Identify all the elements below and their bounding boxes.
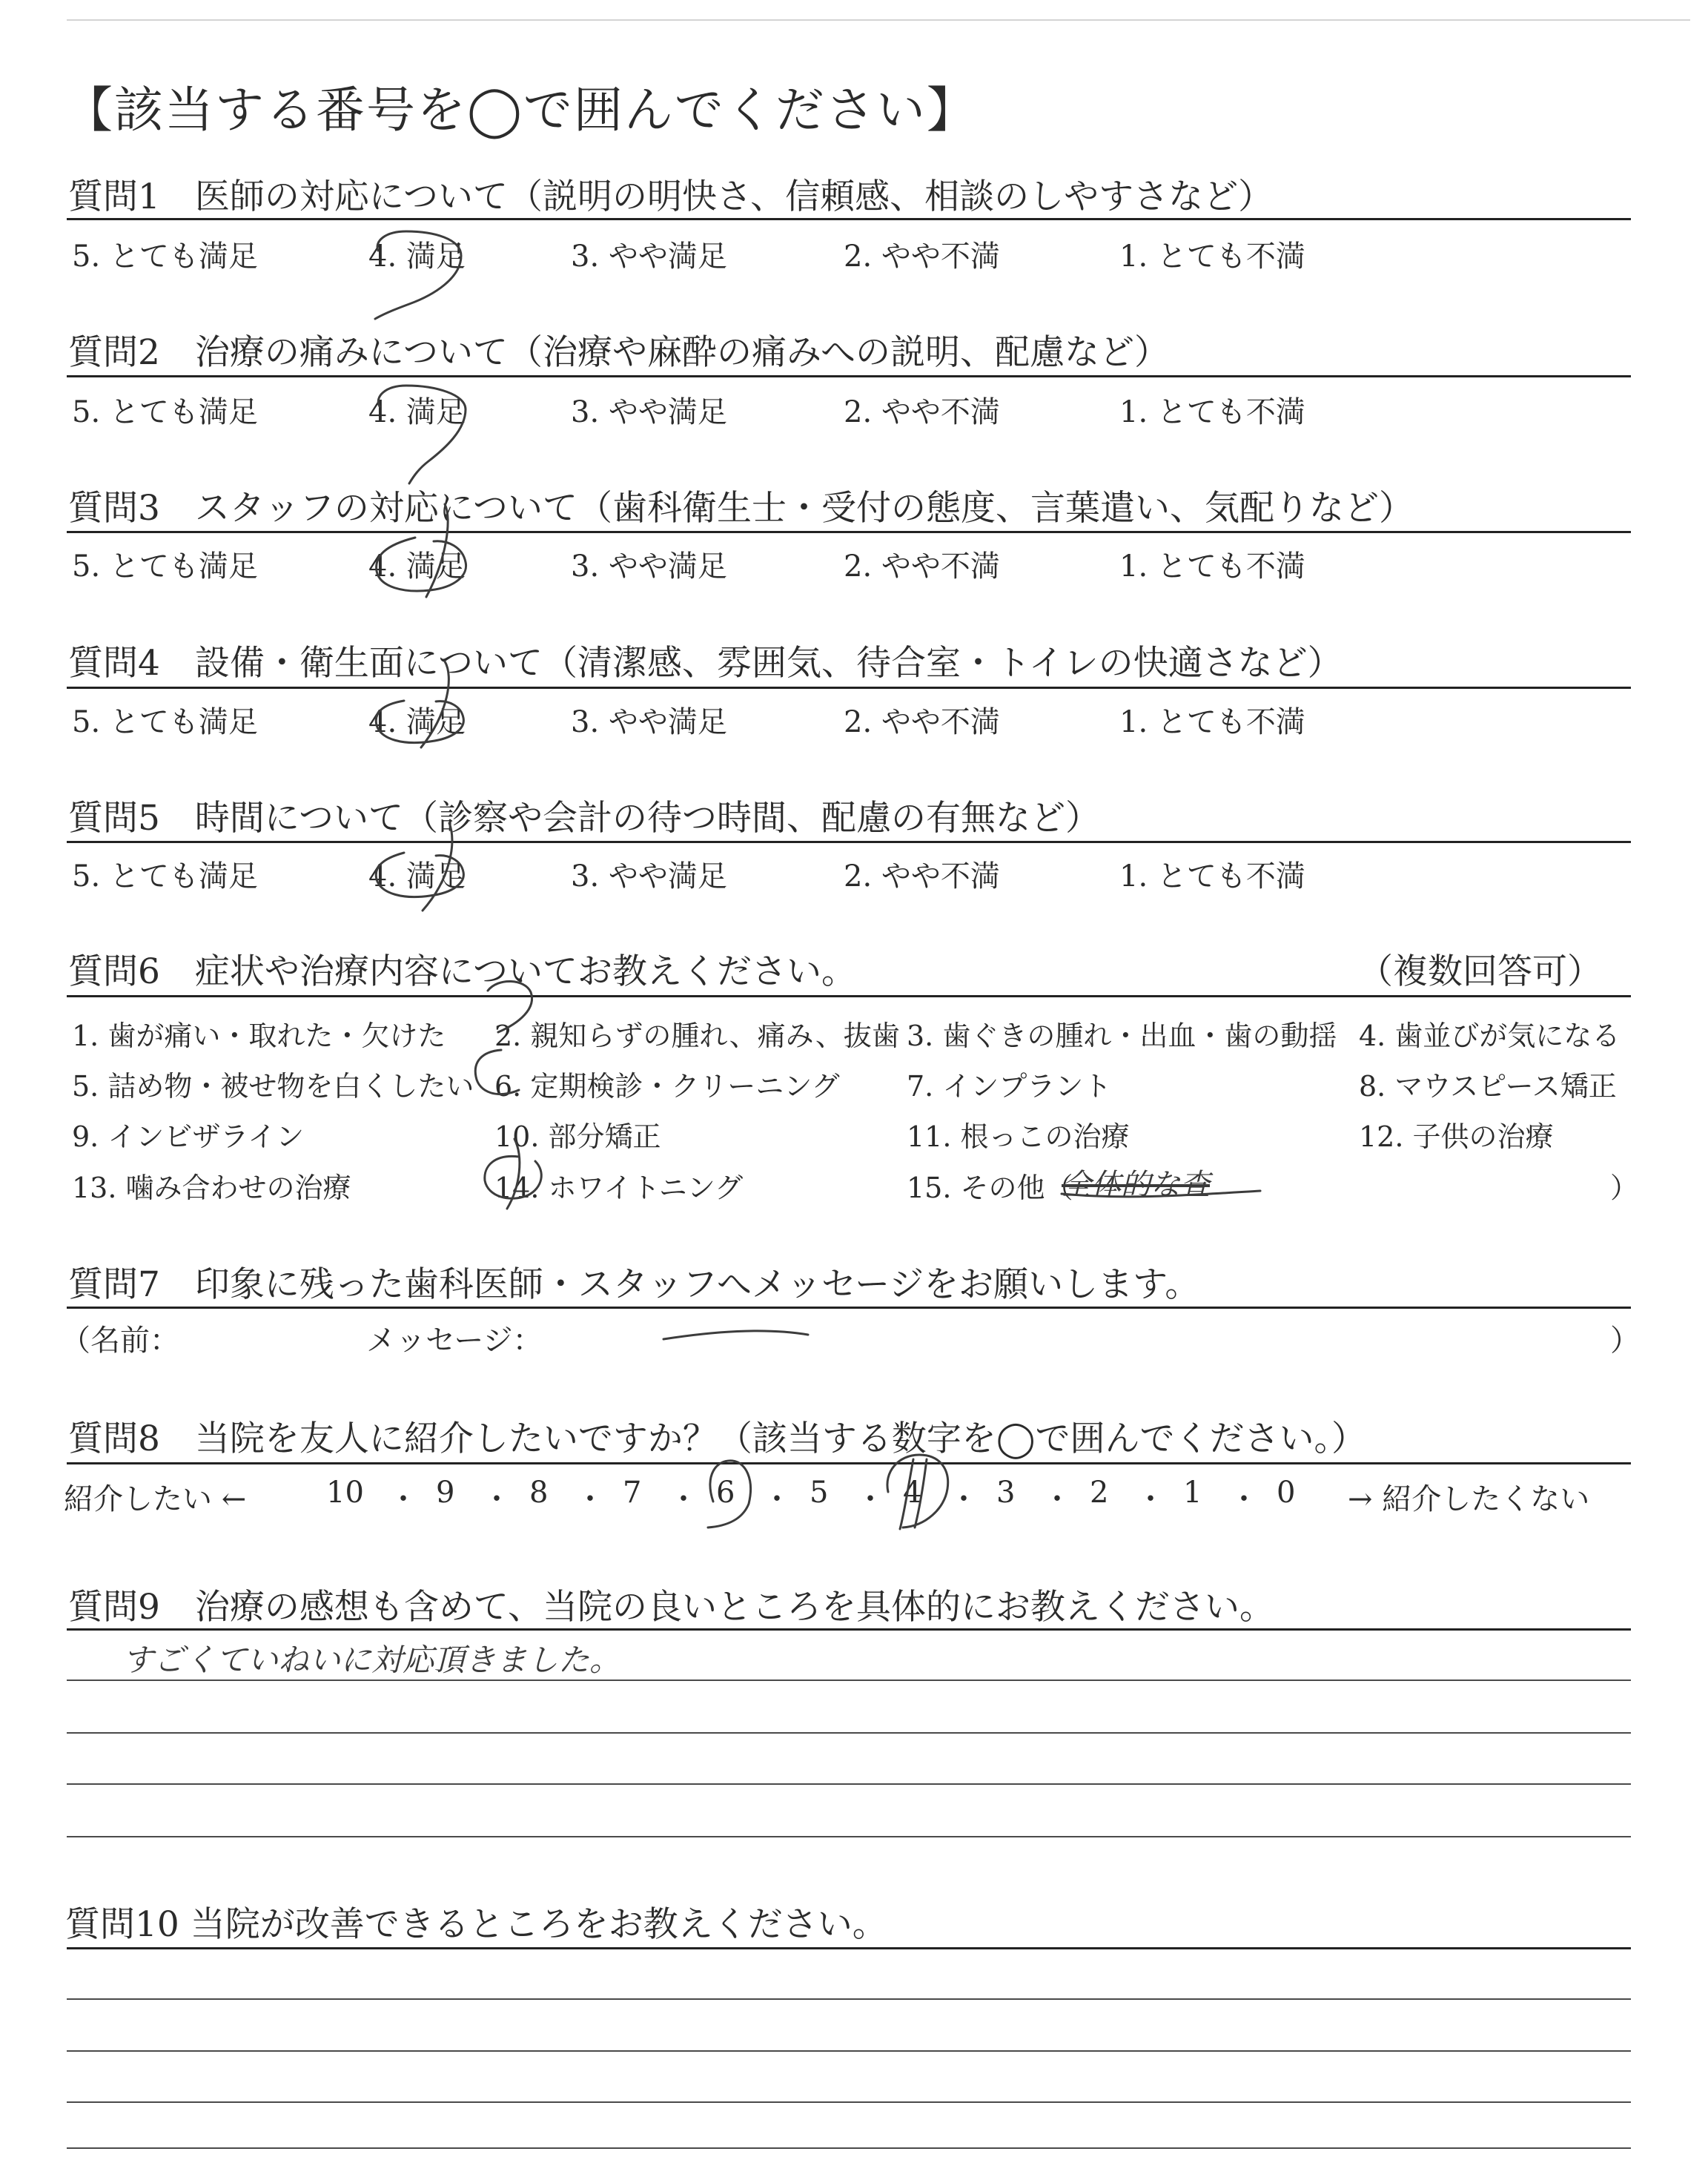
- q8-score-10[interactable]: 10: [326, 1476, 364, 1510]
- q7-message-label: メッセージ：: [366, 1324, 543, 1358]
- q8-dot: ・: [482, 1482, 512, 1516]
- q6-item-6[interactable]: 6. 定期検診・クリーニング: [494, 1070, 840, 1103]
- q6-title: 質問6 症状や治療内容についてお教えください。: [68, 951, 856, 992]
- q10-rule: [67, 1947, 1631, 1949]
- q8-score-1[interactable]: 1: [1183, 1476, 1202, 1510]
- q3-title: 質問3 スタッフの対応について（歯科衛生士・受付の態度、言葉遣い、気配りなど）: [68, 488, 1414, 529]
- q9-handwritten-answer: すごくていねいに対応頂きました。: [122, 1642, 621, 1678]
- q8-score-2[interactable]: 2: [1090, 1476, 1109, 1510]
- q8-dot: ・: [575, 1482, 605, 1516]
- q8-score-8[interactable]: 8: [529, 1476, 549, 1510]
- q8-dot: ・: [762, 1482, 792, 1516]
- q8-dot: ・: [949, 1482, 979, 1516]
- q4-title: 質問4 設備・衛生面について（清潔感、雰囲気、待合室・トイレの快適さなど）: [68, 643, 1343, 684]
- q5-rule: [67, 841, 1631, 843]
- q9-writing-line: [67, 1680, 1631, 1681]
- top-border: [67, 19, 1690, 21]
- q2-option-5[interactable]: 5. とても満足: [72, 395, 258, 429]
- q3-option-4[interactable]: 4. 満足: [368, 549, 466, 584]
- q10-writing-line: [67, 2050, 1631, 2052]
- q6-item-11[interactable]: 11. 根っこの治療: [907, 1120, 1130, 1153]
- q8-score-6[interactable]: 6: [716, 1476, 735, 1510]
- q7-name-label: （名前：: [61, 1324, 179, 1358]
- q4-option-1[interactable]: 1. とても不満: [1119, 705, 1305, 739]
- q9-rule: [67, 1628, 1631, 1631]
- q6-other-close-paren: ）: [1610, 1172, 1639, 1204]
- q6-item-1[interactable]: 1. 歯が痛い・取れた・欠けた: [72, 1020, 446, 1052]
- q8-dot: ・: [855, 1482, 885, 1516]
- q5-option-5[interactable]: 5. とても満足: [72, 859, 258, 894]
- q2-option-2[interactable]: 2. やや不満: [844, 395, 1000, 429]
- q2-rule: [67, 375, 1631, 377]
- q6-item-7[interactable]: 7. インプラント: [907, 1070, 1112, 1103]
- q10-writing-line: [67, 1998, 1631, 2000]
- q5-option-4[interactable]: 4. 満足: [368, 859, 466, 894]
- q8-rule: [67, 1462, 1631, 1464]
- q8-title: 質問8 当院を友人に紹介したいですか？（該当する数字を◯で囲んでください。）: [68, 1418, 1367, 1459]
- q5-title: 質問5 時間について（診察や会計の待つ時間、配慮の有無など）: [68, 798, 1100, 839]
- q9-title: 質問9 治療の感想も含めて、当院の良いところを具体的にお教えください。: [68, 1587, 1274, 1628]
- q6-item-10[interactable]: 10. 部分矯正: [494, 1120, 661, 1153]
- q1-option-3[interactable]: 3. やや満足: [571, 240, 727, 274]
- q1-rule: [67, 218, 1631, 220]
- q8-right-label: → 紹介したくない: [1348, 1482, 1590, 1516]
- q3-option-2[interactable]: 2. やや不満: [844, 549, 1000, 584]
- q1-option-5[interactable]: 5. とても満足: [72, 240, 258, 274]
- q2-option-4[interactable]: 4. 満足: [368, 395, 466, 429]
- q9-writing-line: [67, 1836, 1631, 1837]
- q7-title: 質問7 印象に残った歯科医師・スタッフへメッセージをお願いします。: [68, 1264, 1200, 1305]
- q6-other-handwriting: 全体的な査: [1062, 1168, 1210, 1202]
- q7-message-stroke: [663, 1331, 808, 1339]
- q8-score-0[interactable]: 0: [1277, 1476, 1296, 1510]
- q8-dot: ・: [669, 1482, 698, 1516]
- q6-item-15[interactable]: 15. その他（: [907, 1172, 1073, 1204]
- q3-option-1[interactable]: 1. とても不満: [1119, 549, 1305, 584]
- q8-score-9[interactable]: 9: [436, 1476, 455, 1510]
- q8-score-7[interactable]: 7: [623, 1476, 642, 1510]
- q10-writing-line: [67, 2147, 1631, 2149]
- q9-writing-line: [67, 1783, 1631, 1785]
- q8-dot: ・: [388, 1482, 418, 1516]
- q6-item-5[interactable]: 5. 詰め物・被せ物を白くしたい: [72, 1070, 474, 1103]
- q9-writing-line: [67, 1732, 1631, 1734]
- q10-writing-line: [67, 2101, 1631, 2103]
- q8-score-3[interactable]: 3: [996, 1476, 1016, 1510]
- q4-rule: [67, 687, 1631, 689]
- q1-option-1[interactable]: 1. とても不満: [1119, 240, 1305, 274]
- q5-option-3[interactable]: 3. やや満足: [571, 859, 727, 894]
- q8-dot: ・: [1042, 1482, 1072, 1516]
- q6-multiple-note: （複数回答可）: [1358, 951, 1602, 992]
- q8-dot: ・: [1229, 1482, 1259, 1516]
- q6-item-2[interactable]: 2. 親知らずの腫れ、痛み、抜歯: [494, 1020, 900, 1052]
- q4-option-3[interactable]: 3. やや満足: [571, 705, 727, 739]
- q2-option-3[interactable]: 3. やや満足: [571, 395, 727, 429]
- q8-score-4[interactable]: 4: [903, 1476, 922, 1510]
- q6-item-14[interactable]: 14. ホワイトニング: [494, 1172, 744, 1204]
- q6-rule: [67, 995, 1631, 997]
- q6-item-12[interactable]: 12. 子供の治療: [1359, 1120, 1554, 1153]
- q3-option-5[interactable]: 5. とても満足: [72, 549, 258, 584]
- q4-option-2[interactable]: 2. やや不満: [844, 705, 1000, 739]
- q10-title: 質問10 当院が改善できるところをお教えください。: [65, 1904, 887, 1945]
- q6-item-9[interactable]: 9. インビザライン: [72, 1120, 305, 1153]
- q4-option-5[interactable]: 5. とても満足: [72, 705, 258, 739]
- page-heading: 【該当する番号を◯で囲んでください】: [64, 82, 977, 139]
- q1-option-2[interactable]: 2. やや不満: [844, 240, 1000, 274]
- q3-option-3[interactable]: 3. やや満足: [571, 549, 727, 584]
- q8-dot: ・: [1136, 1482, 1165, 1516]
- q4-option-4[interactable]: 4. 満足: [368, 705, 466, 739]
- q3-rule: [67, 531, 1631, 533]
- q8-left-label: 紹介したい ←: [64, 1482, 247, 1516]
- q5-option-1[interactable]: 1. とても不満: [1119, 859, 1305, 894]
- q2-option-1[interactable]: 1. とても不満: [1119, 395, 1305, 429]
- q1-title: 質問1 医師の対応について（説明の明快さ、信頼感、相談のしやすさなど）: [68, 176, 1274, 217]
- q6-item-4[interactable]: 4. 歯並びが気になる: [1359, 1020, 1621, 1052]
- q7-rule: [67, 1307, 1631, 1309]
- q8-score-5[interactable]: 5: [810, 1476, 829, 1510]
- q7-close-paren: ）: [1610, 1324, 1640, 1358]
- q6-item-8[interactable]: 8. マウスピース矯正: [1359, 1070, 1617, 1103]
- q6-item-13[interactable]: 13. 噛み合わせの治療: [72, 1172, 351, 1204]
- q6-item-3[interactable]: 3. 歯ぐきの腫れ・出血・歯の動揺: [907, 1020, 1337, 1052]
- q2-title: 質問2 治療の痛みについて（治療や麻酔の痛みへの説明、配慮など）: [68, 332, 1170, 373]
- q1-option-4[interactable]: 4. 満足: [368, 240, 466, 274]
- q5-option-2[interactable]: 2. やや不満: [844, 859, 1000, 894]
